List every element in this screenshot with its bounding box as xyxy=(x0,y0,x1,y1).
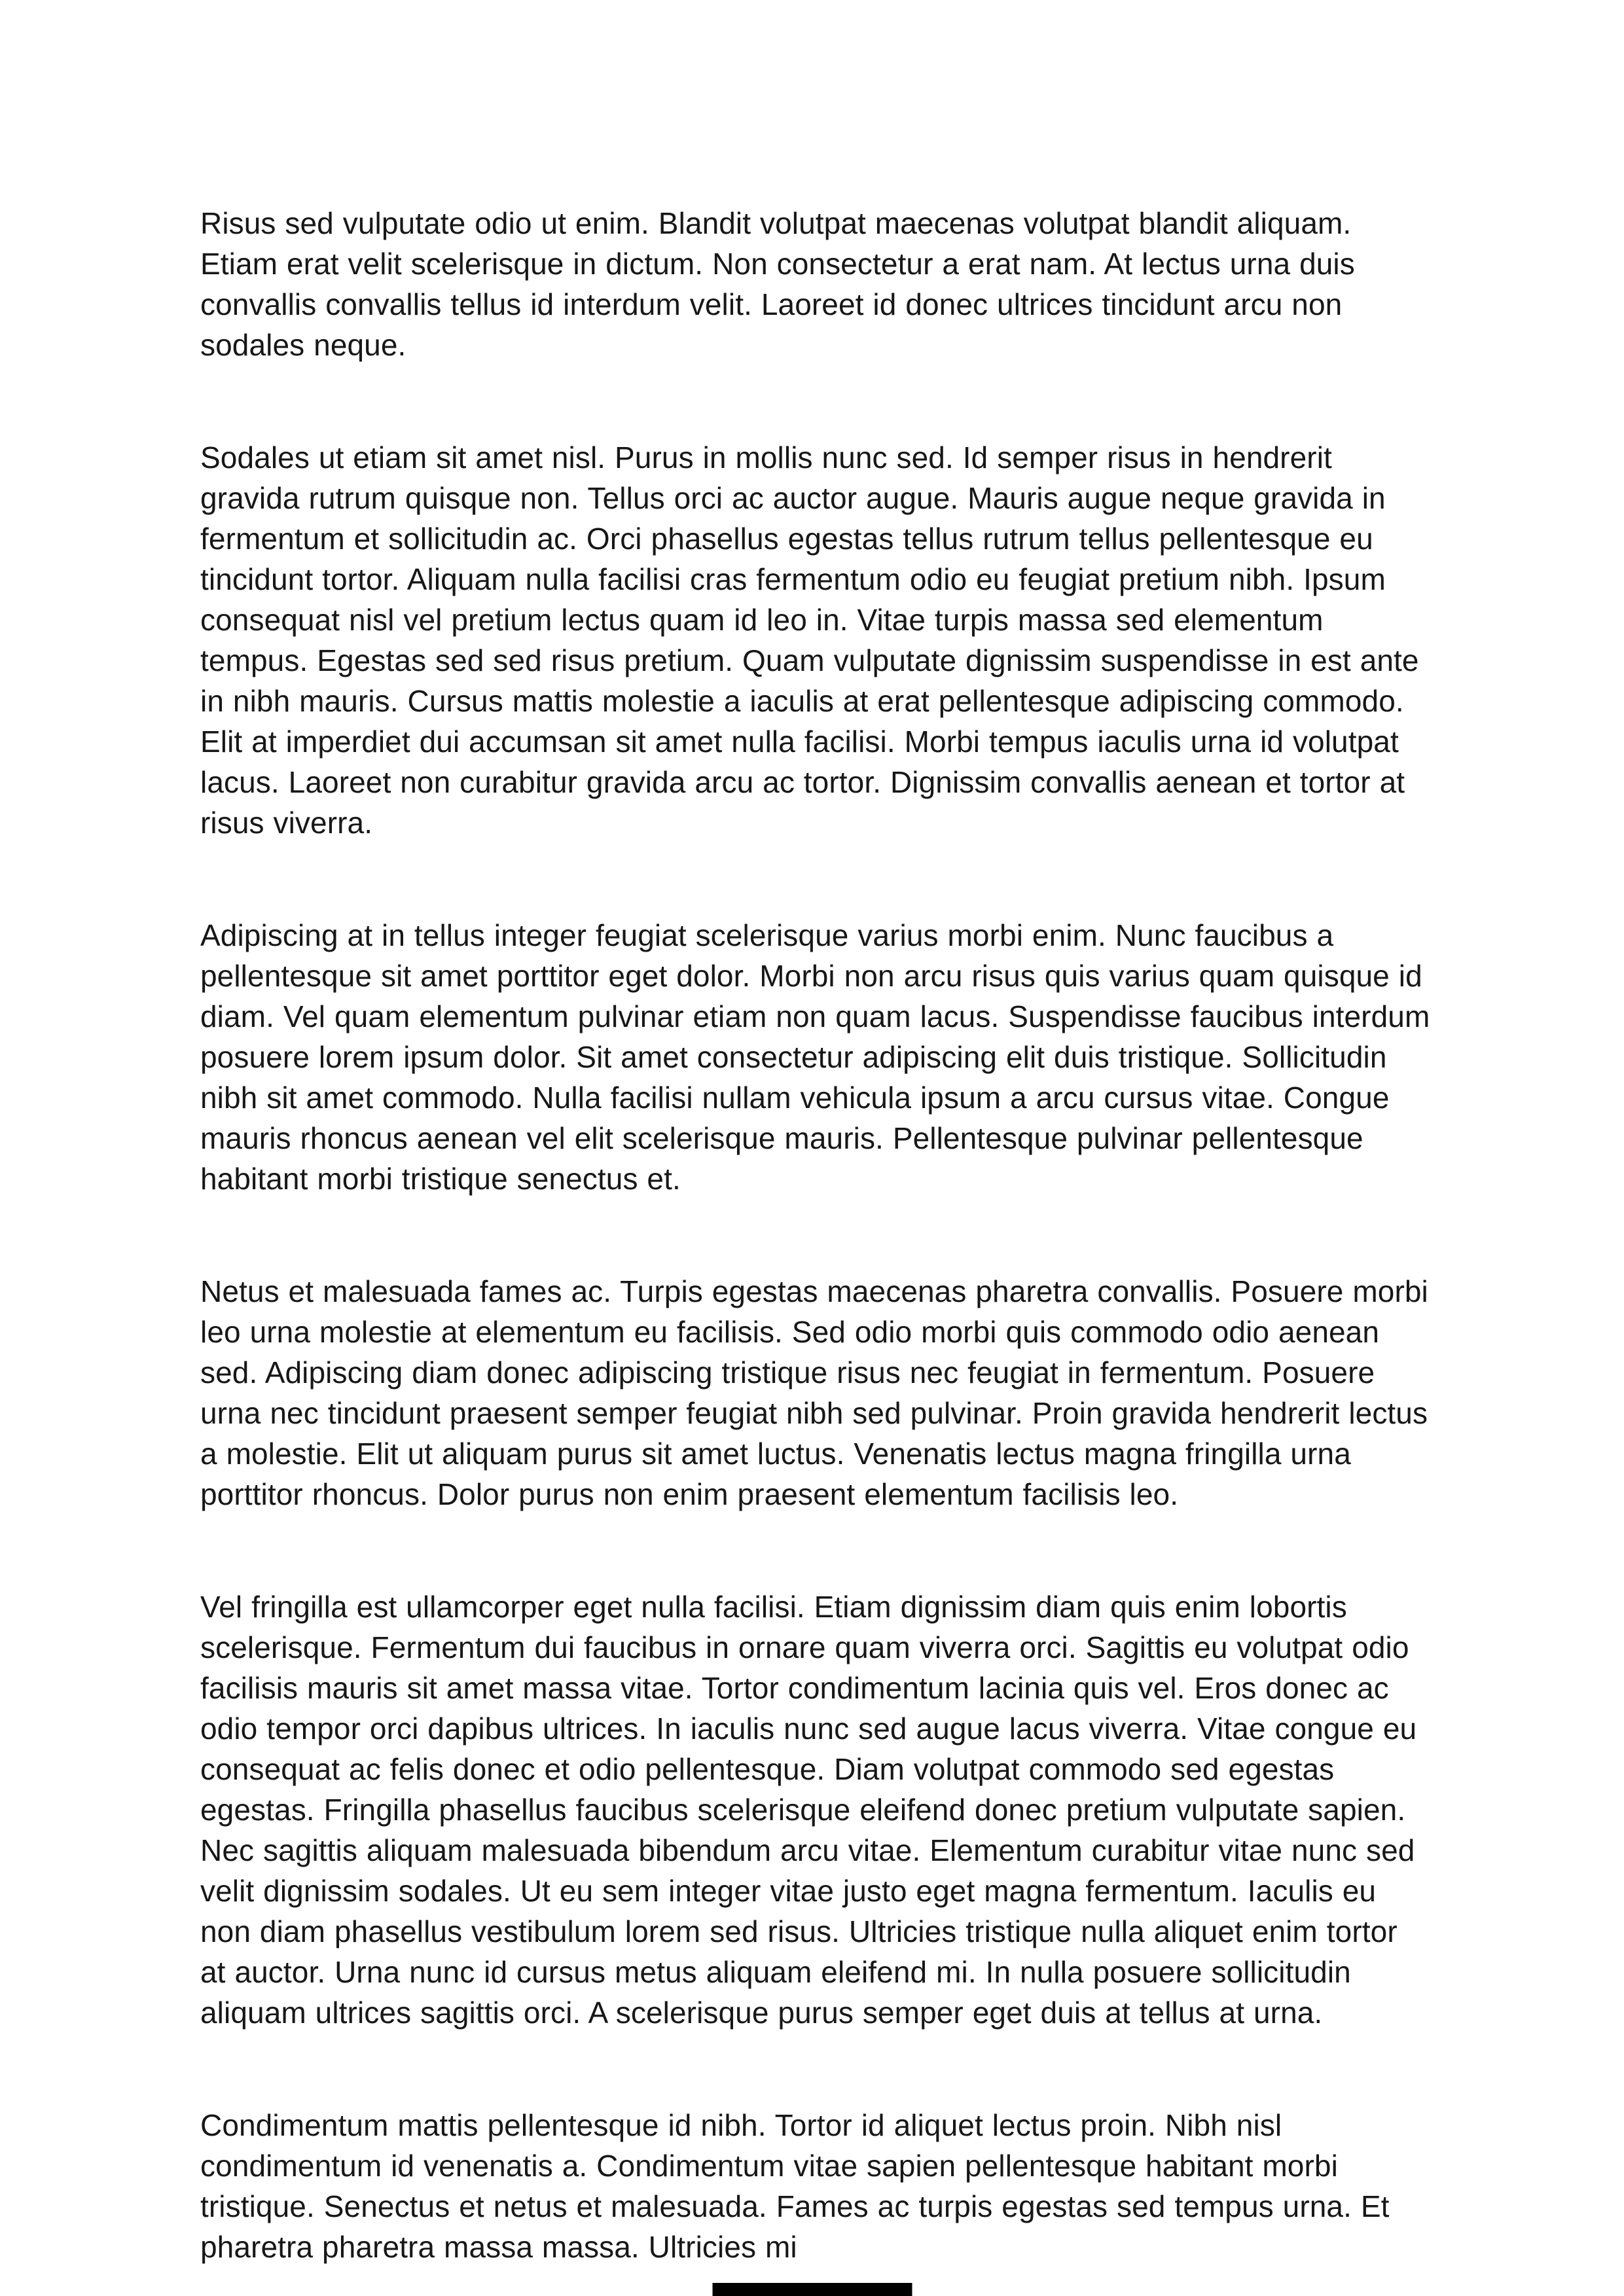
paragraph: Vel fringilla est ullamcorper eget nulla facilisi. Etiam dignissim diam quis enim lobortis scelerisque. Fermentum dui faucibus in ornare quam viverra orci. Sagittis eu volutpat odio facilisis mauris sit amet massa vitae. Tortor condimentum lacinia quis vel. Eros donec ac odio tempor orci dapibus ultrices. In iaculis nunc sed augue lacus viverra. Vitae congue eu consequat ac felis donec et odio pellentesque. Diam volutpat commodo sed egestas egestas. Fringilla phasellus faucibus scelerisque eleifend donec pretium vulputate sapien. Nec sagittis aliquam malesuada bibendum arcu vitae. Elementum curabitur vitae nunc sed velit dignissim sodales. Ut eu sem integer vitae justo eget magna fermentum. Iaculis eu non diam phasellus vestibulum lorem sed risus. Ultricies tristique nulla aliquet enim tortor at auctor. Urna nunc id cursus metus aliquam eleifend mi. In nulla posuere sollicitudin aliquam ultrices sagittis orci. A scelerisque purus semper eget duis at tellus at urna. xyxy=(200,1590,1417,2030)
bottom-edge-bar xyxy=(712,2283,912,2296)
paragraph: Condimentum mattis pellentesque id nibh. Tortor id aliquet lectus proin. Nibh nisl condimentum id venenatis a. Condimentum vitae sapien pellentesque habitant morbi tristique. Senectus et netus et malesuada. Fames ac turpis egestas sed tempus urna. Et pharetra pharetra massa massa. Ultricies mi xyxy=(200,2108,1390,2264)
paragraph: Netus et malesuada fames ac. Turpis egestas maecenas pharetra convallis. Posuere morbi leo urna molestie at elementum eu facilisis. Sed odio morbi quis commodo odio aenean sed. Adipiscing diam donec adipiscing tristique risus nec feugiat in fermentum. Posuere urna nec tincidunt praesent semper feugiat nibh sed pulvinar. Proin gravida hendrerit lectus a molestie. Elit ut aliquam purus sit amet luctus. Venenatis lectus magna fringilla urna porttitor rhoncus. Dolor purus non enim praesent elementum facilisis leo. xyxy=(200,1274,1428,1511)
document-body-text xyxy=(200,203,1431,2267)
paragraph: Risus sed vulputate odio ut enim. Blandit volutpat maecenas volutpat blandit aliquam. Etiam erat velit scelerisque in dictum. Non consectetur a erat nam. At lectus urna duis convallis convallis tellus id interdum velit. Laoreet id donec ultrices tincidunt arcu non sodales neque. xyxy=(200,206,1355,362)
paragraph: Sodales ut etiam sit amet nisl. Purus in mollis nunc sed. Id semper risus in hendrerit gravida rutrum quisque non. Tellus orci ac auctor augue. Mauris augue neque gravida in fermentum et sollicitudin ac. Orci phasellus egestas tellus rutrum tellus pellentesque eu tincidunt tortor. Aliquam nulla facilisi cras fermentum odio eu feugiat pretium nibh. Ipsum consequat nisl vel pretium lectus quam id leo in. Vitae turpis massa sed elementum tempus. Egestas sed sed risus pretium. Quam vulputate dignissim suspendisse in est ante in nibh mauris. Cursus mattis molestie a iaculis at erat pellentesque adipiscing commodo. Elit at imperdiet dui accumsan sit amet nulla facilisi. Morbi tempus iaculis urna id volutpat lacus. Laoreet non curabitur gravida arcu ac tortor. Dignissim convallis aenean et tortor at risus viverra. xyxy=(200,440,1419,840)
paragraph: Adipiscing at in tellus integer feugiat scelerisque varius morbi enim. Nunc faucibus a pellentesque sit amet porttitor eget dolor. Morbi non arcu risus quis varius quam quisque id diam. Vel quam elementum pulvinar etiam non quam lacus. Suspendisse faucibus interdum posuere lorem ipsum dolor. Sit amet consectetur adipiscing elit duis tristique. Sollicitudin nibh sit amet commodo. Nulla facilisi nullam vehicula ipsum a arcu cursus vitae. Congue mauris rhoncus aenean vel elit scelerisque mauris. Pellentesque pulvinar pellentesque habitant morbi tristique senectus et. xyxy=(200,918,1430,1196)
